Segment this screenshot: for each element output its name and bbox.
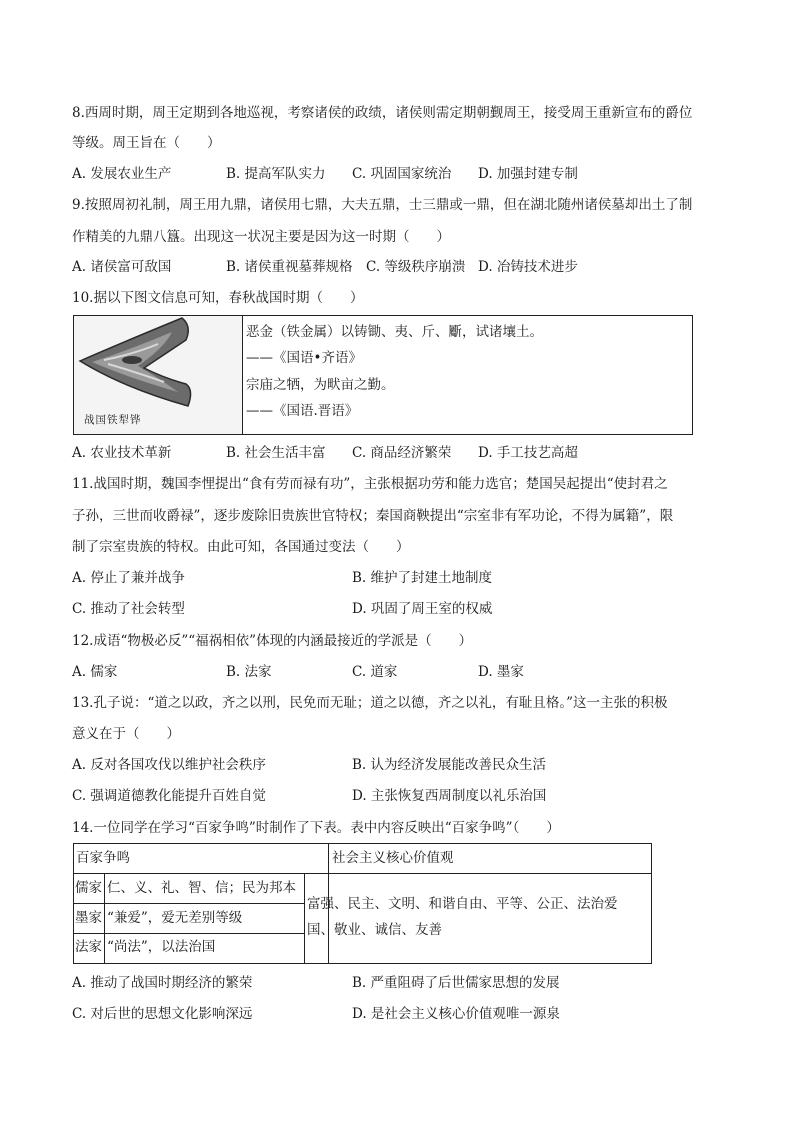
question-9-option-d: D. 冶铸技术进步 xyxy=(478,259,578,275)
question-11-text-3: 制了宗室贵族的特权。由此可知，各国通过变法（ ） xyxy=(72,539,410,555)
quote-1-source: ——《国语•齐语》 xyxy=(246,350,362,366)
question-9-option-a: A. 诸侯富可敌国 xyxy=(72,259,172,275)
quote-2-source: ——《国语.晋语》 xyxy=(246,403,359,419)
question-8-option-a: A. 发展农业生产 xyxy=(72,166,172,182)
core-values-text-2: 国、敬业、诚信、友善 xyxy=(307,922,442,938)
question-10-option-b: B. 社会生活丰富 xyxy=(226,445,326,461)
question-11-text-2: 子孙，三世而收爵禄”，逐步废除旧贵族世官特权；秦国商鞅提出“宗室非有军功论，不得为属籍”，限 xyxy=(72,508,674,524)
question-14-option-d: D. 是社会主义核心价值观唯一源泉 xyxy=(352,1006,560,1022)
question-13-option-c: C. 强调道德教化能提升百姓自觉 xyxy=(72,788,266,804)
quote-2: 宗庙之牺，为畎亩之勤。 xyxy=(246,377,395,393)
table-row-content: 仁、义、礼、智、信；民为邦本 xyxy=(107,880,296,896)
question-12-option-b: B. 法家 xyxy=(226,664,272,680)
table-row-content: “兼爱”，爱无差别等级 xyxy=(107,910,243,926)
question-8-option-b: B. 提高军队实力 xyxy=(226,166,326,182)
question-13-text-2: 意义在于（ ） xyxy=(72,726,180,742)
question-10-option-d: D. 手工技艺高超 xyxy=(478,445,578,461)
question-14-option-c: C. 对后世的思想文化影响深远 xyxy=(72,1006,253,1022)
question-10-text-1: 10.据以下图文信息可知，春秋战国时期（ ） xyxy=(72,290,364,306)
table-row-school: 法家 xyxy=(75,939,102,955)
table-row-content: “尚法”，以法治国 xyxy=(107,939,216,955)
question-10-option-a: A. 农业技术革新 xyxy=(72,445,172,461)
question-8-text-1: 8.西周时期，周王定期到各地巡视，考察诸侯的政绩，诸侯则需定期朝觐周王，接受周王重新宣布的爵位 xyxy=(72,105,693,121)
question-12-option-a: A. 儒家 xyxy=(72,664,118,680)
question-11-option-d: D. 巩固了周王室的权威 xyxy=(352,601,493,617)
question-10-option-c: C. 商品经济繁荣 xyxy=(352,445,452,461)
question-9-option-c: C. 等级秩序崩溃 xyxy=(366,259,466,275)
question-14-text-1: 14.一位同学在学习“百家争鸣”时制作了下表。表中内容反映出“百家争鸣”（ ） xyxy=(72,820,560,836)
question-14-option-b: B. 严重阻碍了后世儒家思想的发展 xyxy=(352,975,560,991)
question-13-option-b: B. 认为经济发展能改善民众生活 xyxy=(352,757,547,773)
question-9-text-1: 9.按照周初礼制，周王用九鼎，诸侯用七鼎，大夫五鼎，士三鼎或一鼎，但在湖北随州诸侯墓却出土了制 xyxy=(72,197,693,213)
question-12-option-d: D. 墨家 xyxy=(478,664,524,680)
question-11-option-a: A. 停止了兼并战争 xyxy=(72,570,185,586)
question-13-option-a: A. 反对各国攻伐以维护社会秩序 xyxy=(72,757,266,773)
question-12-text-1: 12.成语“物极必反”“福祸相依”体现的内涵最接近的学派是（ ） xyxy=(72,633,473,649)
core-values-text-1: 富强、民主、文明、和谐自由、平等、公正、法治爱 xyxy=(307,896,618,912)
table-row-school: 儒家 xyxy=(75,880,102,896)
question-10-table xyxy=(73,315,693,435)
table-header-left: 百家争鸣 xyxy=(76,850,130,866)
question-12-option-c: C. 道家 xyxy=(352,664,398,680)
question-9-text-2: 作精美的九鼎八簋。出现这一状况主要是因为这一时期（ ） xyxy=(72,229,450,245)
question-11-option-c: C. 推动了社会转型 xyxy=(72,601,185,617)
question-11-text-1: 11.战国时期，魏国李悝提出“食有劳而禄有功”，主张根据功劳和能力选官；楚国吴起提出“使封君之 xyxy=(72,476,668,492)
question-13-option-d: D. 主张恢复西周制度以礼乐治国 xyxy=(352,788,547,804)
question-13-text-1: 13.孔子说：“道之以政，齐之以刑，民免而无耻；道之以德，齐之以礼，有耻且格。”这一主张的积极 xyxy=(72,695,668,711)
image-caption: 战国铁犁铧 xyxy=(84,414,142,426)
question-11-option-b: B. 维护了封建土地制度 xyxy=(352,570,493,586)
table-row-school: 墨家 xyxy=(75,910,102,926)
question-14-table xyxy=(73,843,652,964)
question-9-option-b: B. 诸侯重视墓葬规格 xyxy=(226,259,353,275)
question-14-option-a: A. 推动了战国时期经济的繁荣 xyxy=(72,975,253,991)
question-8-option-d: D. 加强封建专制 xyxy=(478,166,578,182)
question-8-text-2: 等级。周王旨在（ ） xyxy=(72,135,221,151)
table-header-right: 社会主义核心价值观 xyxy=(332,850,454,866)
iron-plowshare-image xyxy=(74,316,243,434)
quote-1: 恶金（铁金属）以铸锄、夷、斤、斸，试诸壤土。 xyxy=(246,324,543,340)
question-8-option-c: C. 巩固国家统治 xyxy=(352,166,452,182)
